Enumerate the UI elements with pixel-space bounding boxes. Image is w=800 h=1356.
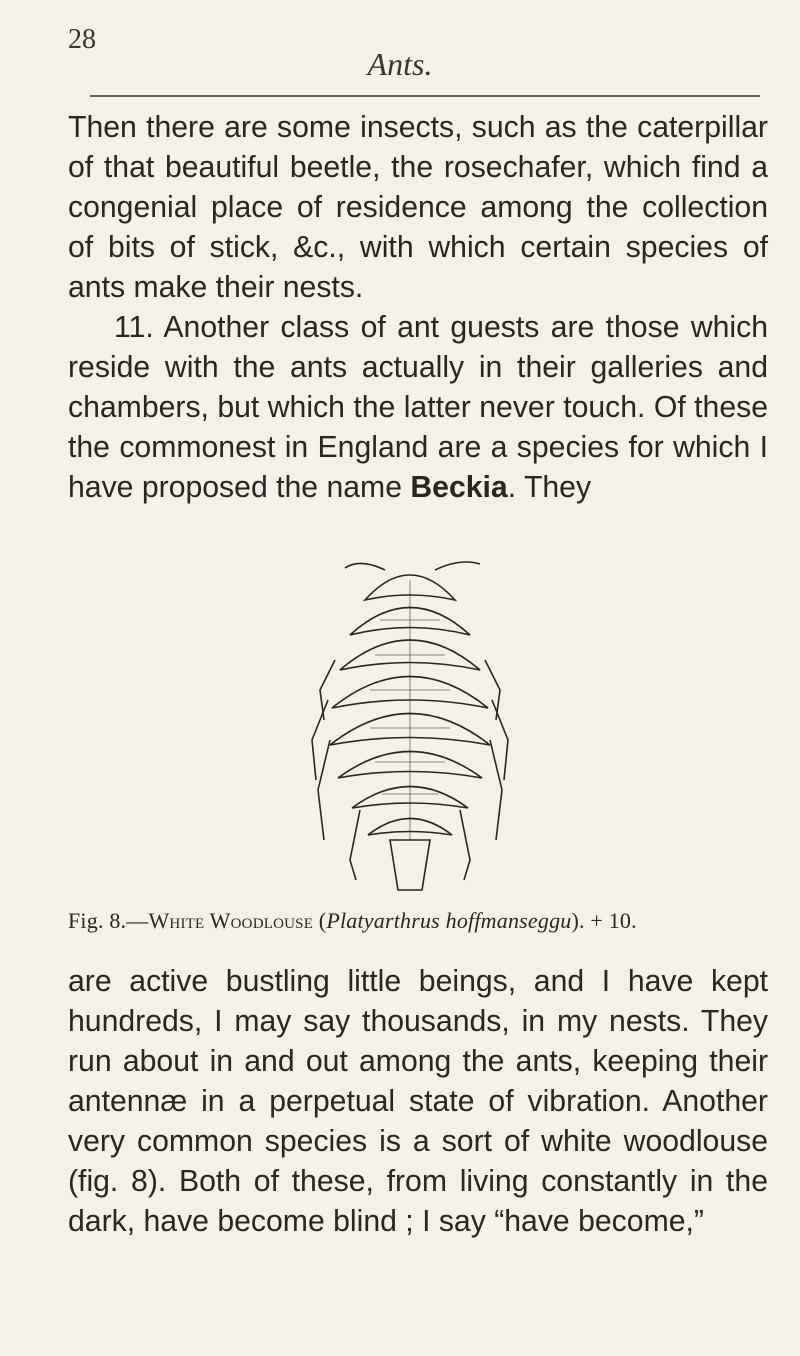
figure-caption — [68, 908, 768, 934]
woodlouse-icon — [290, 540, 530, 900]
caption-title: White Woodlouse — [148, 908, 314, 933]
paragraph-ant-guests — [68, 308, 768, 508]
paragraph-text: 11. Another class of ant guests are those which reside with the ants actually in their galleries and chambers, but which the latter never touch. Of these the commonest in England are a species for which I have proposed the name — [68, 311, 768, 504]
caption-magnification: + 10. — [584, 908, 637, 933]
header-rule — [90, 95, 760, 97]
caption-prefix: Fig. 8.— — [68, 908, 149, 933]
text-block-bottom — [68, 962, 768, 1242]
genus-name: Beckia — [410, 471, 508, 504]
woodlouse-illustration — [290, 540, 530, 900]
caption-open: ( — [313, 908, 327, 933]
paragraph-rosechafer: Then there are some insects, such as the caterpillar of that beautiful beetle, the rosechafer, which find a congenial place of residence among the collection of bits of stick, &c., with which certain species of ants make their nests. — [68, 111, 768, 304]
caption-close: ). — [571, 908, 585, 933]
page-number: 28 — [68, 24, 96, 55]
paragraph-text-end: . They — [507, 471, 592, 504]
text-block-top — [68, 108, 768, 508]
running-title: Ants. — [367, 46, 433, 82]
caption-species: Platyarthrus hoffmanseggu — [326, 908, 572, 933]
paragraph-woodlouse: are active bustling little beings, and I have kept hundreds, I may say thousands, in my nests. They run about in and out among the ants, keeping their antennæ in a perpetual state of vibration. Another very common species is a sort of white woodlouse (fig. 8). Both of these, from living constantly in the dark, have become blind ; I say “have become,” — [68, 965, 768, 1238]
